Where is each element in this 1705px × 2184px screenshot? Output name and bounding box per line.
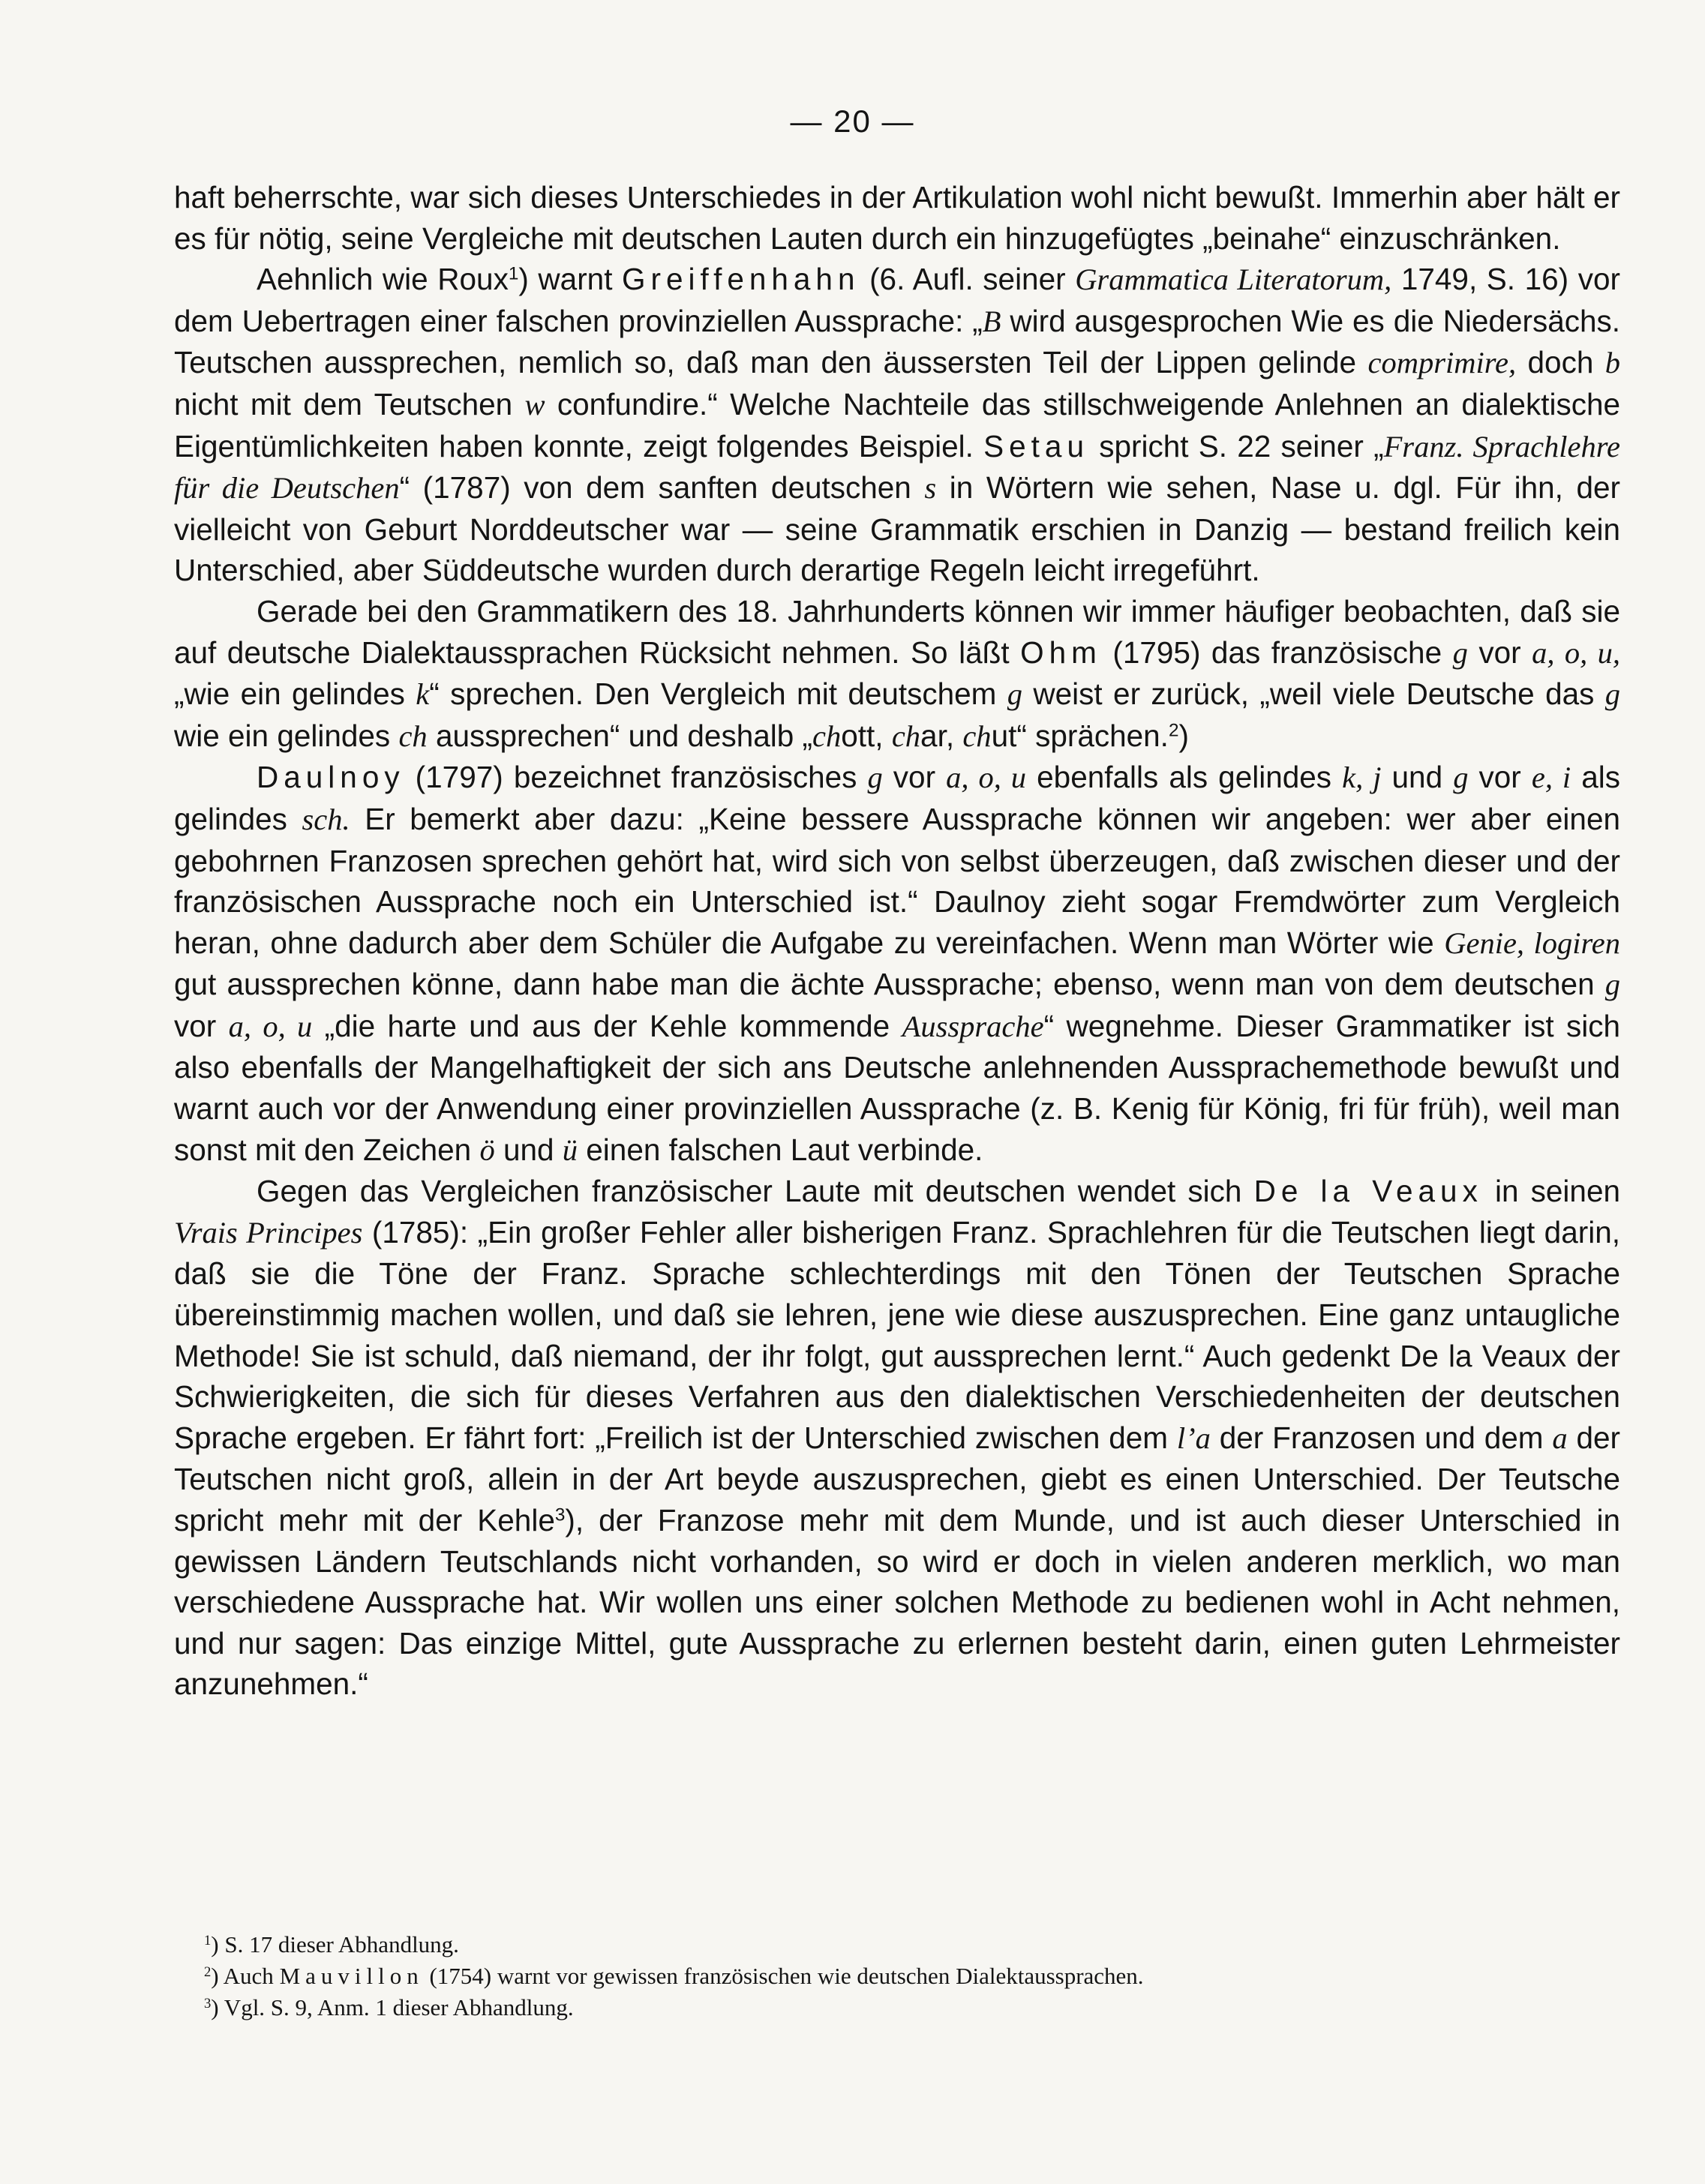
italic-text: ö bbox=[479, 1132, 495, 1167]
text-run: ), der Franzose mehr mit dem Munde, und ist auch dieser Unterschied in gewissen Ländern Teutschlands nicht vorhanden, so wird er doch in vielen anderen merklich, wo man verschiedene Aussprache hat. Wir wollen uns einer solchen Methode zu bedienen wohl in Acht nehmen, und nur sagen: Das einzige Mittel, gute Aussprache zu erlernen besteht darin, einen guten Lehrmeister anzunehmen.“ bbox=[174, 1503, 1620, 1702]
text-run: (6. Aufl. seiner bbox=[860, 262, 1076, 297]
text-run: der Teutschen nicht groß, allein in der Art beyde auszusprechen, giebt es einen Unterschied. Der Teutsche spricht mehr mit der Kehle bbox=[174, 1420, 1620, 1538]
footnote-1 bbox=[204, 1929, 1614, 1960]
text-run: wird ausgesprochen Wie es die Niedersächs. Teutschen aussprechen, nemlich so, daß man den äussersten Teil der Lippen gelinde bbox=[174, 303, 1620, 380]
text-run: ) Auch bbox=[211, 1963, 280, 1989]
text-run: vor bbox=[882, 760, 947, 795]
text-run: in seinen bbox=[1482, 1174, 1620, 1209]
italic-text: Franz. Sprachlehre für die Deutschen bbox=[174, 429, 1621, 506]
text-run: doch bbox=[1516, 345, 1605, 380]
text-run: vor bbox=[174, 1008, 229, 1043]
text-run: vor bbox=[1467, 634, 1532, 670]
spaced-name: Setau bbox=[983, 428, 1089, 464]
text-run: nicht mit dem Teutschen bbox=[174, 386, 525, 422]
page-number: — 20 — bbox=[790, 104, 915, 139]
italic-text: ü bbox=[562, 1132, 578, 1167]
text-run: ) bbox=[1178, 718, 1189, 753]
italic-text: a, o, u bbox=[228, 1009, 313, 1043]
italic-text: g bbox=[1604, 968, 1620, 1002]
text-run: ott, bbox=[841, 718, 892, 753]
text-run: gut aussprechen könne, dann habe man die ächte Aussprache; ebenso, wenn man von dem deutschen bbox=[174, 967, 1605, 1002]
italic-text: Aussprache bbox=[902, 1009, 1044, 1043]
italic-text: g bbox=[1452, 635, 1468, 670]
spaced-name: Daulnoy bbox=[257, 760, 405, 795]
italic-text: a, o, u bbox=[946, 760, 1027, 795]
text-run: spricht S. 22 seiner „ bbox=[1088, 428, 1384, 464]
text-run: „wie ein gelindes bbox=[174, 676, 416, 712]
text-run: Gerade bei den Grammatikern des 18. Jahrhunderts können wir immer häufiger beobachten, daß sie auf deutsche Dialektaussprachen Rücksicht nehmen. So läßt bbox=[174, 593, 1620, 670]
text-run: weist er zurück, „weil viele Deutsche das bbox=[1022, 676, 1605, 712]
text-run: der Franzosen und dem bbox=[1210, 1420, 1553, 1455]
text-run: einen falschen Laut verbinde. bbox=[578, 1132, 983, 1167]
text-run: 1749, S. 16) vor dem Uebertragen einer falschen provinziellen Aussprache: „ bbox=[174, 262, 1621, 338]
paragraph-5 bbox=[174, 1171, 1620, 1705]
italic-text: s bbox=[924, 471, 937, 506]
footnote-marker: 1 bbox=[508, 263, 519, 284]
italic-text: k, j bbox=[1342, 760, 1382, 795]
footnote-3 bbox=[204, 1992, 1614, 2024]
text-run: haft beherrschte, war sich dieses Unterschiedes in der Artikulation wohl nicht bewußt. Immerhin aber hält er es für nötig, seine Vergleiche mit deutschen Lauten durch ein hinzugefügtes „beinahe“ einzuschränken. bbox=[174, 180, 1620, 256]
text-run: Er bemerkt aber dazu: „Keine bessere Aussprache können wir angeben: wer aber einen gebohrnen Franzosen sprechen gehört hat, wird sich von selbst überzeugen, daß zwischen dieser und der französischen Aussprache noch ein Unterschied ist.“ Daulnoy zieht sogar Fremdwörter zum Vergleich heran, ohne dadurch aber dem Schüler die Aufgabe zu vereinfachen. Wenn man Wörter wie bbox=[174, 801, 1620, 960]
italic-text: a, o, u, bbox=[1532, 635, 1620, 670]
text-run: “ (1787) von dem sanften deutschen bbox=[399, 470, 925, 506]
italic-text: g bbox=[1453, 760, 1469, 795]
paragraph-1 bbox=[174, 177, 1620, 259]
italic-text: comprimire, bbox=[1367, 346, 1517, 380]
italic-text: ch bbox=[962, 718, 992, 753]
text-run: ) warnt bbox=[518, 262, 623, 297]
text-run: ebenfalls als gelindes bbox=[1026, 760, 1343, 795]
italic-text: Grammatica Literatorum, bbox=[1075, 262, 1392, 297]
text-run: Aehnlich wie Roux bbox=[257, 262, 509, 297]
text-run: “ wegnehme. Dieser Grammatiker ist sich also ebenfalls der Mangelhaftigkeit der sich ans Deutsche anlehnenden Aussprachemethode bewußt und warnt auch vor der Anwendung einer provinziellen Aussprache (z. B. Kenig für König, fri für früh), weil man sonst mit den Zeichen bbox=[174, 1008, 1621, 1167]
italic-text: k bbox=[416, 677, 430, 712]
text-run: in Wörtern wie sehen, Nase u. dgl. Für ihn, der vielleicht von Geburt Norddeutscher war — seine Grammatik erschien in Danzig — bestand freilich kein Unterschied, aber Süddeutsche wurden durch derartige Regeln leicht irregeführt. bbox=[174, 470, 1620, 588]
italic-text: Vrais Principes bbox=[174, 1215, 363, 1250]
spaced-name: Mauvillon bbox=[279, 1963, 424, 1989]
italic-text: Genie, logiren bbox=[1444, 926, 1620, 960]
footnote-marker: 2 bbox=[1168, 720, 1179, 741]
footnote-marker: 1 bbox=[204, 1932, 212, 1948]
text-run: aussprechen“ und deshalb „ bbox=[427, 718, 813, 753]
footnote-marker: 2 bbox=[204, 1964, 212, 1980]
italic-text: ch bbox=[398, 718, 428, 753]
paragraph-4 bbox=[174, 757, 1620, 1171]
italic-text: B bbox=[982, 304, 1001, 338]
text-run: confundire.“ Welche Nachteile das stillschweigende Anlehnen an dialektische Eigentümlichkeiten haben konnte, zeigt folgendes Beispiel. bbox=[174, 386, 1620, 464]
paragraph-3 bbox=[174, 591, 1620, 757]
italic-text: sch. bbox=[302, 802, 350, 836]
spaced-name: Ohm bbox=[1020, 634, 1102, 670]
italic-text: l’a bbox=[1176, 1420, 1211, 1455]
main-text bbox=[174, 177, 1620, 1705]
italic-text: g bbox=[1604, 677, 1620, 712]
italic-text: e, i bbox=[1531, 760, 1571, 795]
text-run: und bbox=[1381, 760, 1454, 795]
text-run: „die harte und aus der Kehle kommende bbox=[312, 1008, 902, 1043]
footnote-2 bbox=[204, 1960, 1614, 1992]
text-run: ut“ sprächen. bbox=[991, 718, 1169, 753]
footnote-marker: 3 bbox=[554, 1504, 566, 1526]
italic-text: w bbox=[524, 387, 545, 422]
italic-text: g bbox=[1007, 677, 1023, 712]
text-run: (1797) bezeichnet französisches bbox=[404, 760, 868, 795]
text-run: Gegen das Vergleichen französischer Laute mit deutschen wendet sich bbox=[257, 1174, 1254, 1209]
text-run: wie ein gelindes bbox=[174, 718, 399, 753]
text-run: vor bbox=[1468, 760, 1532, 795]
paragraph-2 bbox=[174, 259, 1620, 591]
text-run: “ sprechen. Den Vergleich mit deutschem bbox=[429, 676, 1007, 712]
italic-text: b bbox=[1604, 346, 1621, 380]
text-run: (1795) das französische bbox=[1101, 634, 1453, 670]
italic-text: ch bbox=[812, 718, 842, 753]
spaced-name: Greiffenhahn bbox=[622, 262, 860, 297]
italic-text: g bbox=[867, 760, 883, 795]
footnotes bbox=[204, 1929, 1614, 2024]
spaced-name: De la Veaux bbox=[1253, 1174, 1483, 1209]
text-run: und bbox=[494, 1132, 563, 1167]
text-run: ) S. 17 dieser Abhandlung. bbox=[211, 1931, 459, 1958]
text-run: als gelindes bbox=[174, 760, 1621, 836]
italic-text: a bbox=[1552, 1420, 1568, 1455]
text-run: ar, bbox=[920, 718, 963, 753]
italic-text: ch bbox=[891, 718, 921, 753]
text-run: (1785): „Ein großer Fehler aller bisherigen Franz. Sprachlehren für die Teutschen liegt darin, daß sie die Töne der Franz. Sprache schlechterdings mit den Tönen der Teutschen Sprache übereinstimmig machen wollen, und daß sie lehren, jene wie diese auszusprechen. Eine ganz untaugliche Methode! Sie ist schuld, daß niemand, der ihr folgt, gut aussprechen lernt.“ Auch gedenkt De la Veaux der Schwierigkeiten, die sich für dieses Verfahren aus den dialektischen Verschiedenheiten der deutschen Sprache ergeben. Er fährt fort: „Freilich ist der Unterschied zwischen dem bbox=[174, 1214, 1620, 1455]
text-run: (1754) warnt vor gewissen französischen wie deutschen Dialektaussprachen. bbox=[423, 1963, 1144, 1989]
text-run: ) Vgl. S. 9, Anm. 1 dieser Abhandlung. bbox=[211, 1994, 574, 2020]
footnote-marker: 3 bbox=[204, 1995, 212, 2012]
